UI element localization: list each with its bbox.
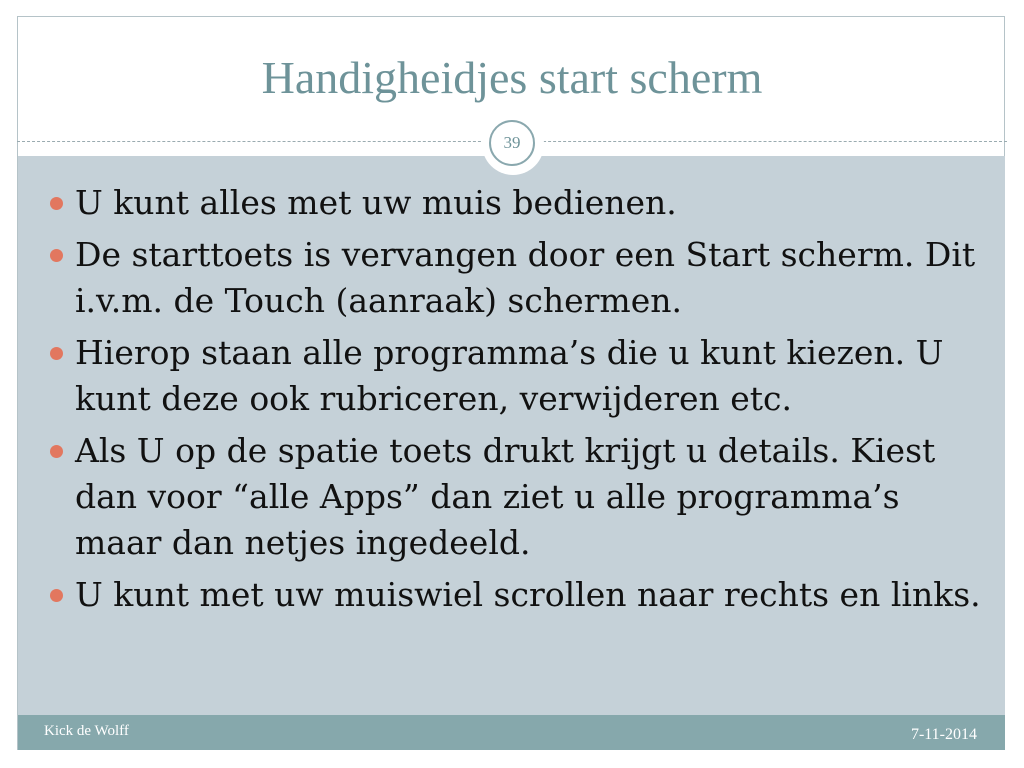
slide-title: Handigheidjes start scherm — [261, 52, 763, 103]
bullet-dot-icon — [50, 589, 63, 602]
page-number: 39 — [489, 120, 535, 166]
bullet-dot-icon — [50, 347, 63, 360]
bullet-item — [47, 232, 987, 324]
bullet-text: U kunt met uw muiswiel scrollen naar rechts en links. — [75, 575, 981, 614]
bullet-item — [47, 180, 987, 226]
bullet-item — [47, 572, 987, 618]
bullet-text: De starttoets is vervangen door een Start scherm. Dit i.v.m. de Touch (aanraak) schermen. — [75, 235, 976, 320]
bullet-dot-icon — [50, 249, 63, 262]
bullet-list — [47, 180, 987, 624]
page-number-badge — [482, 113, 544, 175]
bullet-dot-icon — [50, 445, 63, 458]
bullet-text: Als U op de spatie toets drukt krijgt u details. Kiest dan voor “alle Apps” dan ziet u alle programma’s maar dan netjes ingedeeld. — [75, 431, 936, 562]
footer-author: Kick de Wolff — [44, 723, 129, 739]
bullet-text: Hierop staan alle programma’s die u kunt kiezen. U kunt deze ook rubriceren, verwijderen etc. — [75, 333, 944, 418]
bullet-text: U kunt alles met uw muis bedienen. — [75, 183, 677, 222]
footer-bar — [18, 715, 1005, 750]
footer-date: 7-11-2014 — [910, 726, 977, 743]
bullet-item — [47, 428, 987, 566]
bullet-item — [47, 330, 987, 422]
bullet-dot-icon — [50, 197, 63, 210]
